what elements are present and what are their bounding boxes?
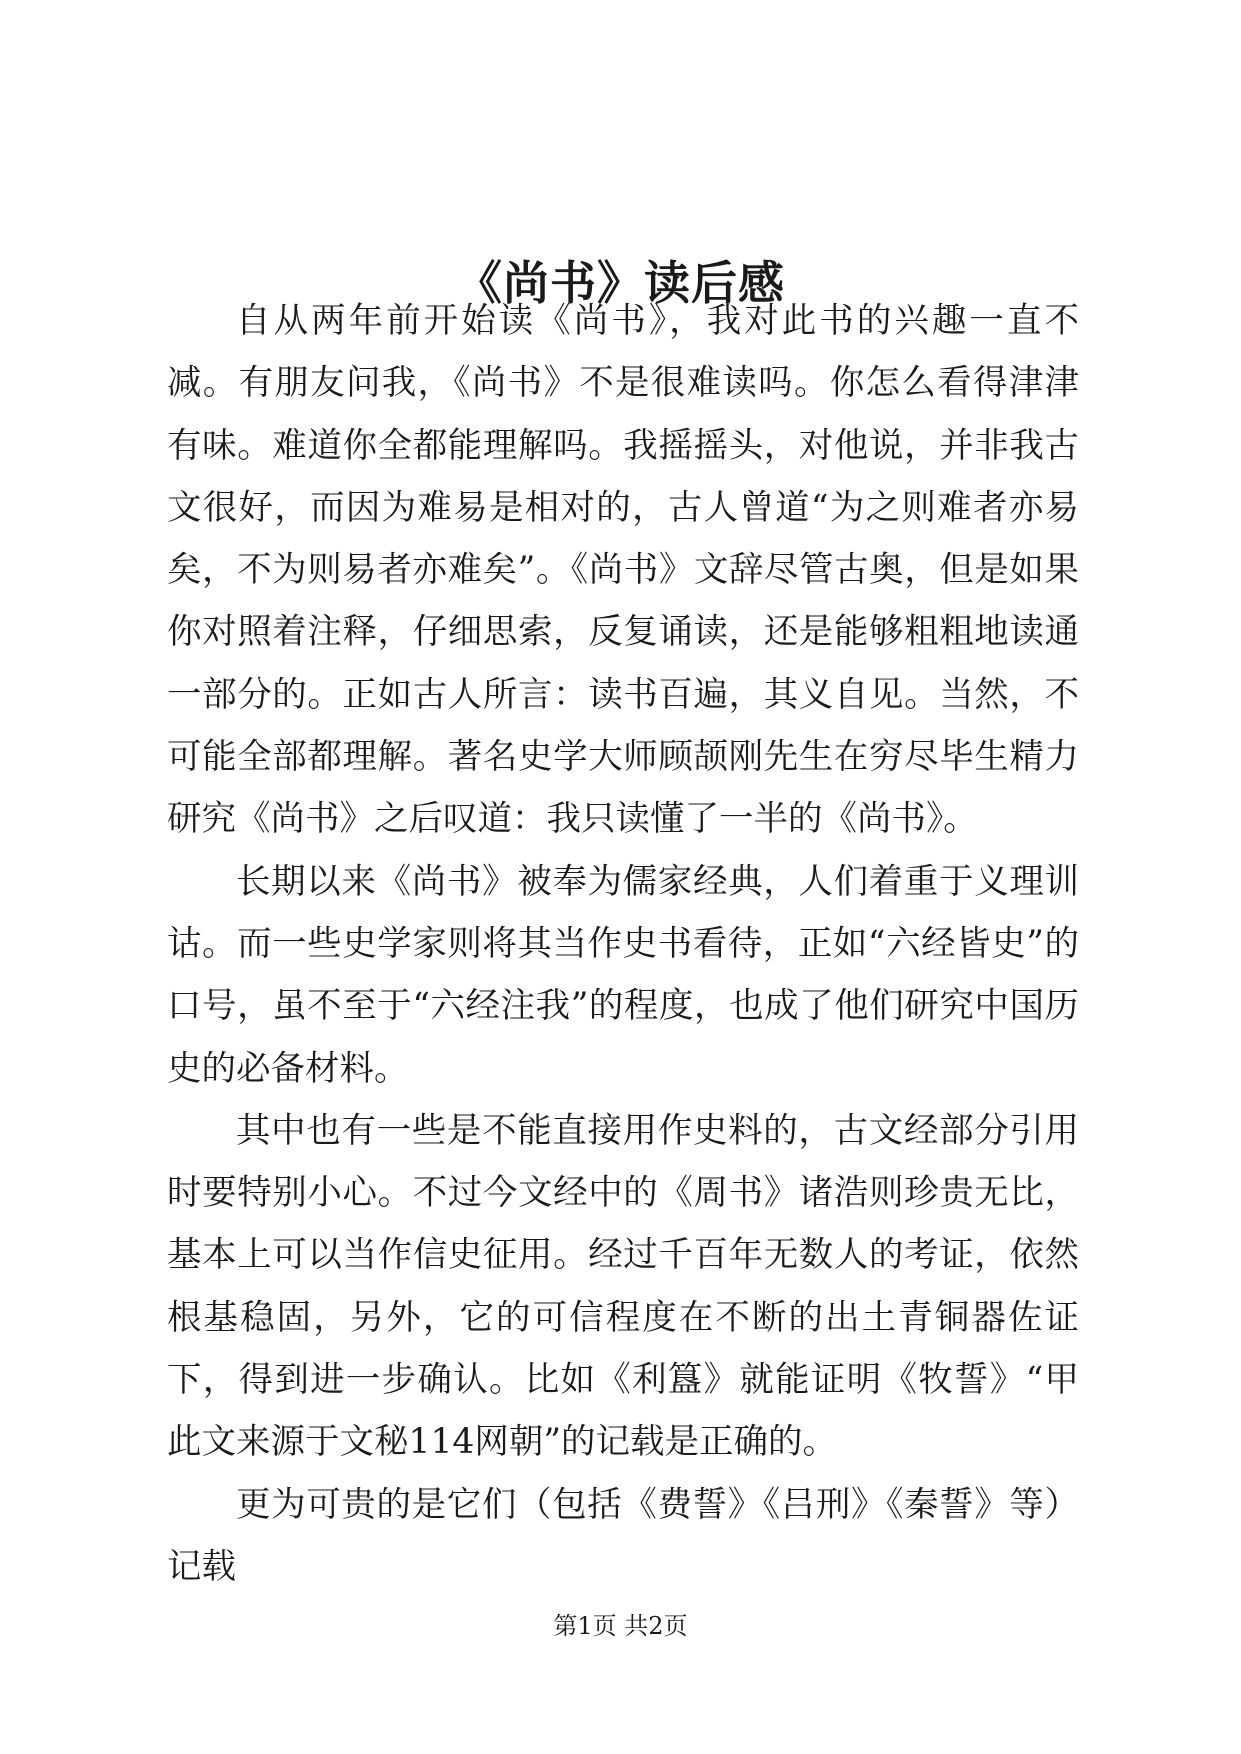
paragraph-2: 长期以来《尚书》被奉为儒家经典，人们着重于义理训诂。而一些史学家则将其当作史书看待，正如“六经皆史”的口号，虽不至于“六经注我”的程度，也成了他们研究中国历史的必备材料。 — [167, 861, 1079, 1089]
paragraph-3: 其中也有一些是不能直接用作史料的，古文经部分引用时要特别小心。不过今文经中的《周书》诸浩则珍贵无比，基本上可以当作信史征用。经过千百年无数人的考证，依然根基稳固，另外，它的可信程度在不断的出土青铜器佐证下，得到进一步确认。比如《利簋》就能证明《牧誓》“甲此文来源于文秘114网朝”的记载是正确的。 — [167, 1110, 1079, 1463]
paragraph-1: 自从两年前开始读《尚书》，我对此书的兴趣一直不减。有朋友问我，《尚书》不是很难读吗。你怎么看得津津有味。难道你全都能理解吗。我摇摇头，对他说，并非我古文很好，而因为难易是相对的，古人曾道“为之则难者亦易矣，不为则易者亦难矣”。《尚书》文辞尽管古奥，但是如果你对照着注释，仔细思索，反复诵读，还是能够粗粗地读通一部分的。正如古人所言：读书百遍，其义自见。当然，不可能全部都理解。著名史学大师顾颉刚先生在穷尽毕生精力研究《尚书》之后叹道：我只读懂了一半的《尚书》。 — [167, 301, 1079, 840]
document-body — [167, 290, 1079, 1598]
page-footer: 第1页 共2页 — [553, 1612, 688, 1640]
paragraph-4: 更为可贵的是它们（包括《费誓》《吕刑》《秦誓》等）记载 — [167, 1484, 1079, 1587]
page-title: 《尚书》读后感 — [456, 255, 785, 310]
